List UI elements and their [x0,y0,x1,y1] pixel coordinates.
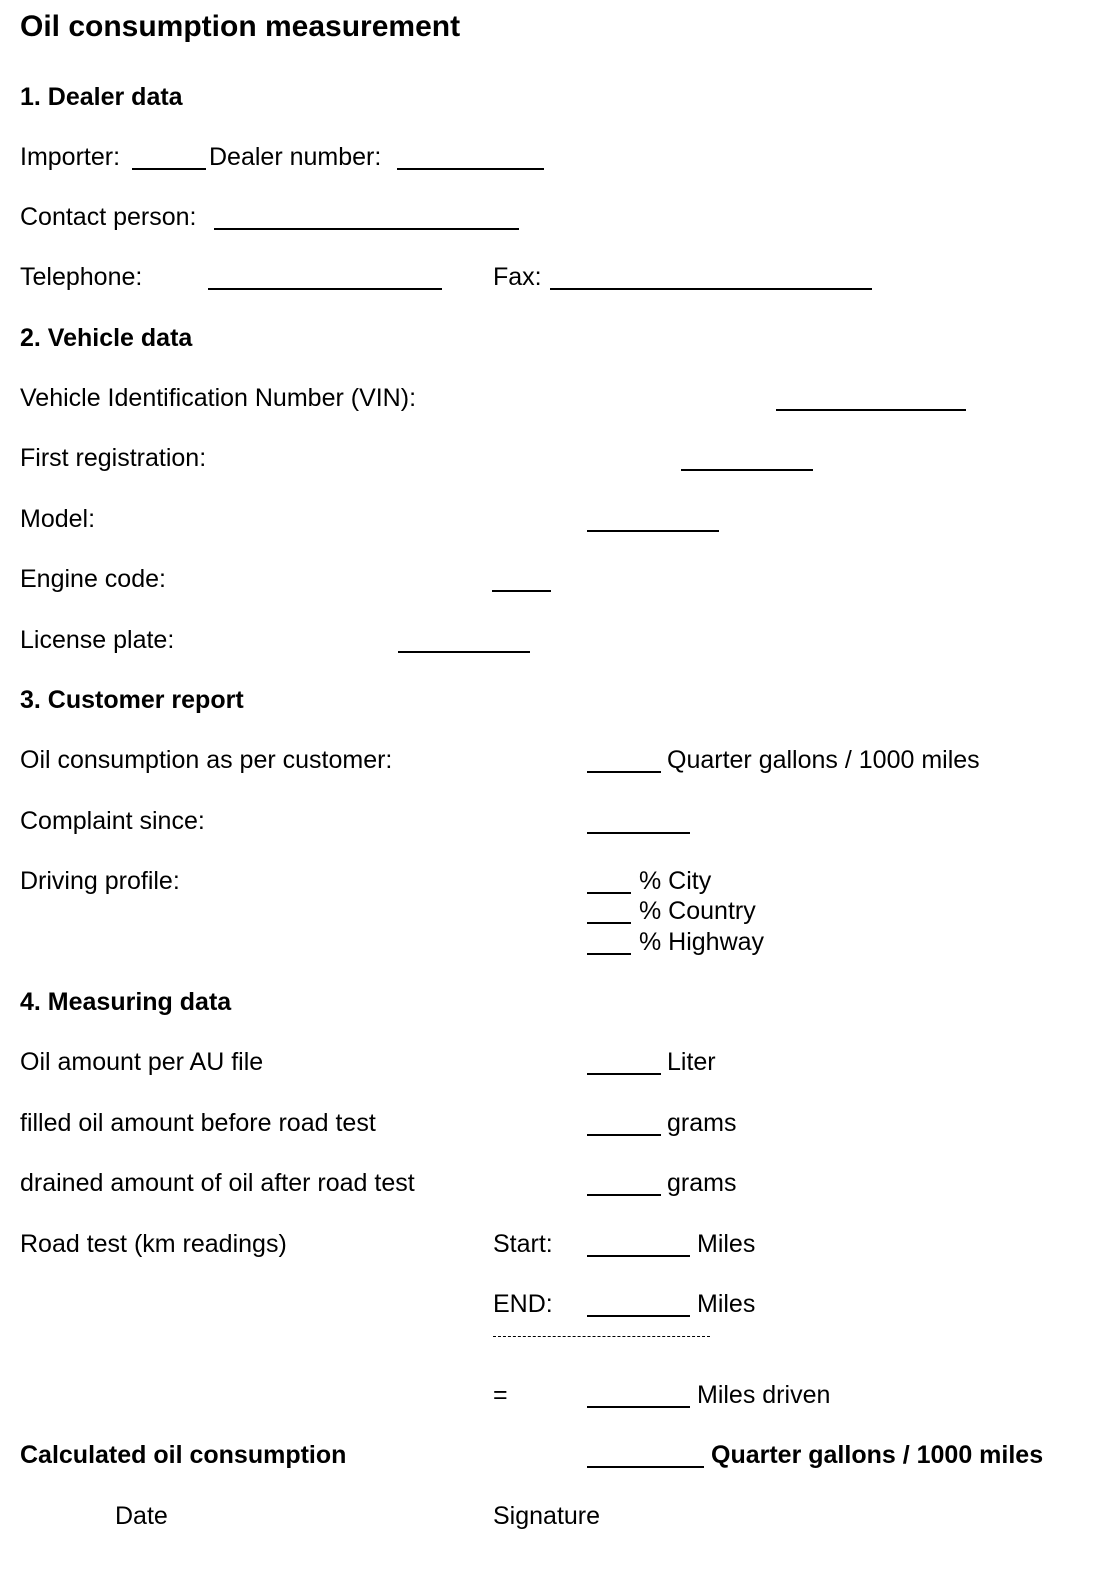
vin-label: Vehicle Identification Number (VIN): [20,384,417,412]
profile-country-label: % Country [639,897,756,925]
signature-label: Signature [493,1502,601,1530]
section-heading-measuring: 4. Measuring data [20,988,232,1016]
drained-oil-field[interactable] [587,1194,661,1196]
dealer-number-label: Dealer number: [209,143,382,171]
section-heading-dealer: 1. Dealer data [20,83,183,111]
license-plate-field[interactable] [398,651,530,653]
calculated-oil-consumption-field[interactable] [587,1466,704,1468]
calculated-oil-consumption-label: Calculated oil consumption [20,1441,347,1469]
equals-sign: = [493,1381,508,1409]
road-test-label: Road test (km readings) [20,1230,287,1258]
profile-highway-label: % Highway [639,928,765,956]
contact-person-field[interactable] [214,228,519,230]
engine-code-field[interactable] [492,590,551,592]
end-miles-unit: Miles [697,1290,756,1318]
section-heading-customer: 3. Customer report [20,686,244,714]
fax-field[interactable] [550,288,872,290]
telephone-field[interactable] [208,288,442,290]
start-miles-field[interactable] [587,1255,690,1257]
date-label: Date [115,1502,168,1530]
license-plate-label: License plate: [20,626,175,654]
contact-person-label: Contact person: [20,203,197,231]
engine-code-label: Engine code: [20,565,166,593]
dealer-number-field[interactable] [397,168,544,170]
filled-oil-label: filled oil amount before road test [20,1109,376,1137]
miles-driven-unit: Miles driven [697,1381,831,1409]
end-miles-field[interactable] [587,1315,690,1317]
first-registration-field[interactable] [681,469,813,471]
profile-highway-field[interactable] [587,953,631,955]
driving-profile-label: Driving profile: [20,867,180,895]
model-field[interactable] [587,530,719,532]
complaint-since-field[interactable] [587,832,690,834]
profile-city-label: % City [639,867,712,895]
drained-oil-label: drained amount of oil after road test [20,1169,415,1197]
complaint-since-label: Complaint since: [20,807,205,835]
miles-driven-field[interactable] [587,1406,690,1408]
oil-consumption-customer-field[interactable] [587,771,661,773]
fax-label: Fax: [493,263,542,291]
vin-field[interactable] [776,409,966,411]
oil-amount-au-field[interactable] [587,1073,661,1075]
profile-city-field[interactable] [587,892,631,894]
oil-amount-au-label: Oil amount per AU file [20,1048,264,1076]
importer-field[interactable] [132,168,206,170]
telephone-label: Telephone: [20,263,143,291]
first-registration-label: First registration: [20,444,207,472]
subtraction-divider [493,1336,710,1337]
calculated-oil-consumption-unit: Quarter gallons / 1000 miles [711,1441,1044,1469]
filled-oil-field[interactable] [587,1134,661,1136]
oil-consumption-customer-unit: Quarter gallons / 1000 miles [667,746,980,774]
filled-oil-unit: grams [667,1109,737,1137]
start-label: Start: [493,1230,553,1258]
oil-consumption-customer-label: Oil consumption as per customer: [20,746,393,774]
oil-amount-au-unit: Liter [667,1048,716,1076]
profile-country-field[interactable] [587,922,631,924]
end-label: END: [493,1290,553,1318]
section-heading-vehicle: 2. Vehicle data [20,324,193,352]
start-miles-unit: Miles [697,1230,756,1258]
drained-oil-unit: grams [667,1169,737,1197]
model-label: Model: [20,505,96,533]
page-title: Oil consumption measurement [20,10,461,43]
importer-label: Importer: [20,143,121,171]
